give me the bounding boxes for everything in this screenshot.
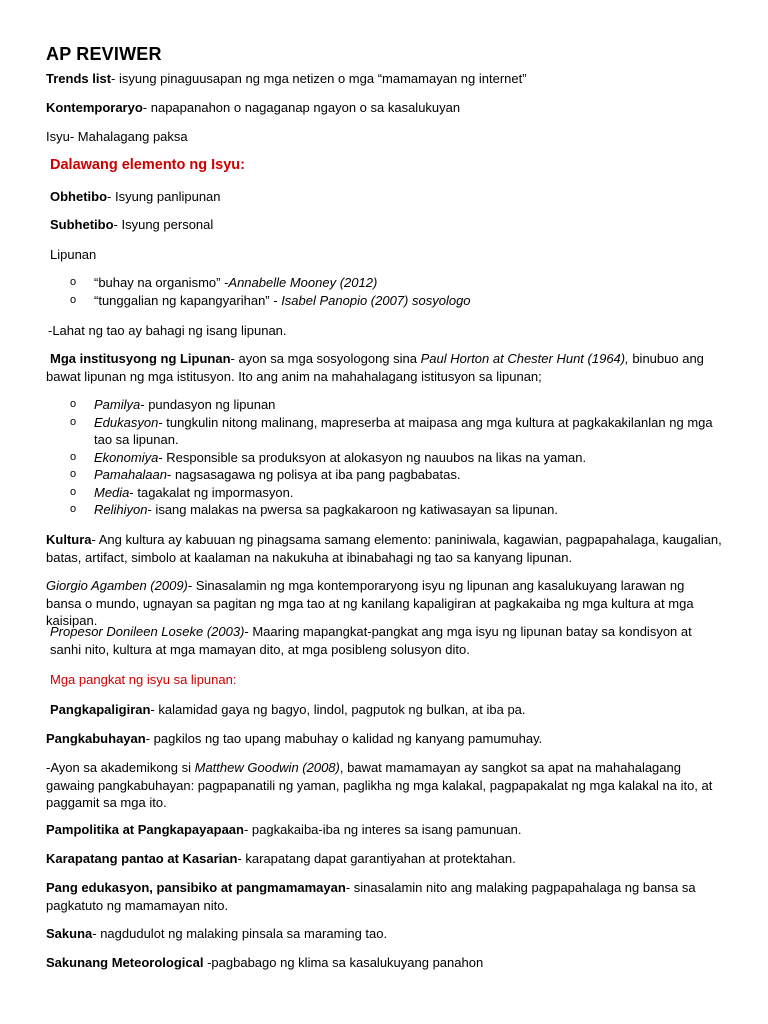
bullet-circle-icon: o <box>70 503 77 515</box>
karapatang-entry <box>46 850 726 868</box>
bullet-circle-icon: o <box>70 450 77 463</box>
definition: - pagkilos ng tao upang mabuhay o kalidad ng kanyang pamumuhay. <box>145 731 543 746</box>
definition: - kalamidad gaya ng bagyo, lindol, pagputok ng bulkan, at iba pa. <box>150 702 526 717</box>
pang-edukasyon-paragraph <box>46 879 722 914</box>
institusyon-list <box>46 396 726 519</box>
definition: -pagbabago ng klima sa kasalukuyang panahon <box>203 955 484 970</box>
definition: - Sinasalamin ng mga kontemporaryong isyu ng lipunan ang kasalukuyang larawan ng bansa o mundo, ugnayan sa pagitan ng mga tao at ng kanilang kapaligiran at pagkakaiba ng mga kultura at mga kaisipan. <box>46 578 694 628</box>
list-item: o Ekonomiya- Responsible sa produksyon at alokasyon ng nauubos na likas na yaman. <box>70 449 587 465</box>
definition: - Ang kultura ay kabuuan ng pinagsama samang elemento: paniniwala, kagawian, pagpapahalaga, kaugalian, batas, artifact, simbolo at kaalaman na nakukuha at ibinabahagi ng tao sa kanyang lipunan. <box>46 532 722 565</box>
list-item: o Edukasyon- tungkulin nitong malinang, mapreserba at maipasa ang mga kultura at pagkakakilanlan ng mga tao sa lipunan. <box>70 414 713 447</box>
bullet-circle-icon: o <box>70 398 77 410</box>
citation: Matthew Goodwin (2008) <box>194 760 340 775</box>
term: Sakunang Meteorological <box>46 955 204 970</box>
page-title: AP REVIWER <box>46 44 162 64</box>
citation: Giorgio Agamben (2009) <box>46 578 188 593</box>
term: Mga institusyong ng Lipunan <box>50 351 231 366</box>
bullet-circle-icon: o <box>70 415 77 428</box>
definition: - sinasalamin nito ang malaking pagpapahalaga ng bansa sa pagkatuto ng mamamayan nito. <box>46 880 696 913</box>
institusyon-paragraph: Mga institusyong ng Lipunan- ayon sa mga sosyologong sina Paul Horton at Chester Hunt (1964), binubuo ang bawat lipunan ng mga istitusyon. Ito ang anim na mahahalagang istitusyon sa lipunan; <box>46 351 704 384</box>
term: Kultura <box>46 532 92 547</box>
term: Pangkabuhayan <box>46 731 146 746</box>
isyu-entry: Isyu- Mahalagang paksa <box>46 129 188 144</box>
subhetibo-entry <box>50 216 730 234</box>
lipunan-list <box>46 274 726 309</box>
term: Sakuna <box>46 926 93 941</box>
pangkapaligiran-entry <box>50 701 730 719</box>
kontemporaryo-entry <box>46 99 726 117</box>
bullet-circle-icon: o <box>70 468 77 480</box>
sakunang-meteorological-entry <box>46 954 726 972</box>
list-item: o Relihiyon- isang malakas na pwersa sa pagkakaroon ng katiwasayan sa lipunan. <box>70 502 558 517</box>
term: Pang edukasyon, pansibiko at pangmamamayan <box>46 880 346 895</box>
kultura-paragraph <box>46 531 722 566</box>
term: Kontemporaryo <box>46 100 143 115</box>
obhetibo-entry <box>50 188 730 206</box>
loseke-paragraph <box>50 623 722 658</box>
citation: Propesor Donileen Loseke (2003) <box>50 624 245 639</box>
section-heading-mga-pangkat: Mga pangkat ng isyu sa lipunan: <box>50 672 237 687</box>
definition: - napapanahon o nagaganap ngayon o sa kasalukuyan <box>142 100 461 115</box>
definition: - Maaring mapangkat-pangkat ang mga isyu ng lipunan batay sa kondisyon at sanhi nito, kultura at mga mamayan dito, at mga posibleng solusyon dito. <box>50 624 692 657</box>
definition: - isyung pinaguusapan ng mga netizen o mga “mamamayan ng internet” <box>111 71 527 86</box>
bullet-circle-icon: o <box>70 485 77 498</box>
list-item: o Media- tagakalat ng impormasyon. <box>70 484 294 500</box>
term: Pangkapaligiran <box>50 702 151 717</box>
list-item: o “tunggalian ng kapangyarihan” - Isabel Panopio (2007) sosyologo <box>70 292 471 308</box>
list-item: o Pamilya- pundasyon ng lipunan <box>70 397 276 412</box>
term: Trends list <box>46 71 112 86</box>
lipunan-label: Lipunan <box>50 247 97 262</box>
term: Subhetibo <box>50 217 114 232</box>
trends-entry <box>46 70 726 88</box>
agamben-paragraph <box>46 577 722 630</box>
sakuna-entry <box>46 925 726 943</box>
bullet-circle-icon: o <box>70 293 77 306</box>
bullet-circle-icon: o <box>70 276 77 288</box>
list-item: o “buhay na organismo” -Annabelle Mooney (2012) <box>70 275 378 290</box>
definition: - Isyung personal <box>113 217 214 232</box>
definition: - nagdudulot ng malaking pinsala sa maraming tao. <box>92 926 388 941</box>
term: Karapatang pantao at Kasarian <box>46 851 238 866</box>
definition: - pagkakaiba-iba ng interes sa isang pamunuan. <box>243 822 522 837</box>
goodwin-paragraph: -Ayon sa akademikong si Matthew Goodwin (2008), bawat mamamayan ay sangkot sa apat na mahahalagang gawaing pangkabuhayan: pagpapanatili ng yaman, paglikha ng mga kalakal, pagpapakalat ng mga kalakal na ito, at paggamit sa mga ito. <box>46 760 713 810</box>
pampolitika-entry <box>46 821 726 839</box>
term: Obhetibo <box>50 189 108 204</box>
term: Pampolitika at Pangkapayapaan <box>46 822 244 837</box>
pangkabuhayan-entry <box>46 730 726 748</box>
lahat-entry: -Lahat ng tao ay bahagi ng isang lipunan. <box>48 323 287 338</box>
definition: - karapatang dapat garantiyahan at protektahan. <box>237 851 516 866</box>
list-item: o Pamahalaan- nagsasagawa ng polisya at iba pang pagbabatas. <box>70 467 461 482</box>
section-heading-dalawang-elemento: Dalawang elemento ng Isyu: <box>50 157 245 173</box>
definition: - Isyung panlipunan <box>107 189 221 204</box>
